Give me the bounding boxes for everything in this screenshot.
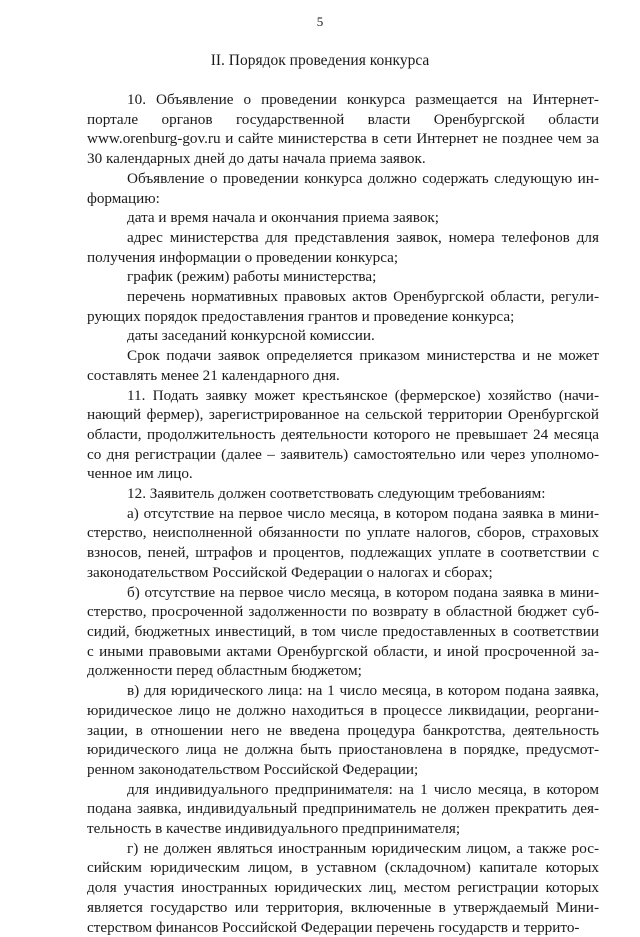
paragraph-deadline: Срок подачи заявок определяется приказом министерства и не может составлять менее 21 календарного дня.	[87, 347, 599, 384]
requirement-v-entrepreneur: для индивидуального предпринимателя: на 1 число месяца, в котором подана заявка, индивидуальный предприниматель не должен прекратить деятельность в качестве индивидуального предпринимателя;	[87, 780, 599, 838]
requirement-v: в) для юридического лица: на 1 число месяца, в котором подана заявка, юридическое лицо не должно находиться в процессе ликвидации, реорганизации, в отношении него не введена процедура банкротства, деятельность юридического лица не должна быть приостановлена в порядке, предусмотренном законодательством Российской Федерации;	[87, 682, 599, 778]
paragraph-10-announcement: 10. Объявление о проведении конкурса размещается на Интернет-портале органов государственной власти Оренбургской области www.orenburg-gov.ru и сайте министерства в сети Интернет не позднее чем за 30 календарных дней до даты начала приема заявок.	[87, 91, 599, 168]
list-item-dates: дата и время начала и окончания приема заявок;	[127, 209, 440, 227]
requirement-b: б) отсутствие на первое число месяца, в котором подана заявка в министерство, просроченной задолженности по возврату в областной бюджет субсидий, бюджетных инвестиций, в том числе предоставленных в соответствии с иными правовыми актами Оренбургской области, и иной просроченной задолженности перед областным бюджетом;	[87, 583, 599, 680]
paragraph-11-applicant: 11. Подать заявку может крестьянское (фермерское) хозяйство (начинающий фермер), зарегистрированное на сельской территории Оренбургской области, продолжительность деятельности которого не превышает 24 месяца со дня регистрации (далее – заявитель) самостоятельно или через уполномоченное им лицо.	[87, 386, 599, 483]
paragraph-announcement-content: Объявление о проведении конкурса должно содержать следующую информацию:	[87, 169, 599, 207]
paragraph-12-requirements: 12. Заявитель должен соответствовать следующим требованиям:	[127, 485, 546, 503]
requirement-a: а) отсутствие на первое число месяца, в котором подана заявка в министерство, неисполненной обязанности по уплате налогов, сборов, страховых взносов, пеней, штрафов и процентов, подлежащих уплате в соответствии с законодательством Российской Федерации о налогах и сборах;	[87, 504, 599, 581]
list-item-schedule: график (режим) работы министерства;	[127, 268, 377, 286]
document-body	[87, 90, 599, 937]
requirement-g: г) не должен являться иностранным юридическим лицом, а также российским юридическим лицом, в уставном (складочном) капитале которых доля участия иностранных юридических лиц, местом регистрации которых является государство или территория, включенные в утверждаемый Министерством финансов Российской Федерации перечень государств и террито-	[87, 839, 599, 936]
list-item-commission-dates: даты заседаний конкурсной комиссии.	[127, 327, 375, 345]
section-title: II. Порядок проведения конкурса	[210, 52, 430, 69]
list-item-address: адрес министерства для представления заявок, номера телефонов для получения информации о проведении конкурса;	[87, 228, 599, 266]
page-number: 5	[316, 14, 324, 29]
list-item-legal-acts: перечень нормативных правовых актов Оренбургской области, регулирующих порядок предоставления грантов и проведение конкурса;	[87, 288, 599, 325]
